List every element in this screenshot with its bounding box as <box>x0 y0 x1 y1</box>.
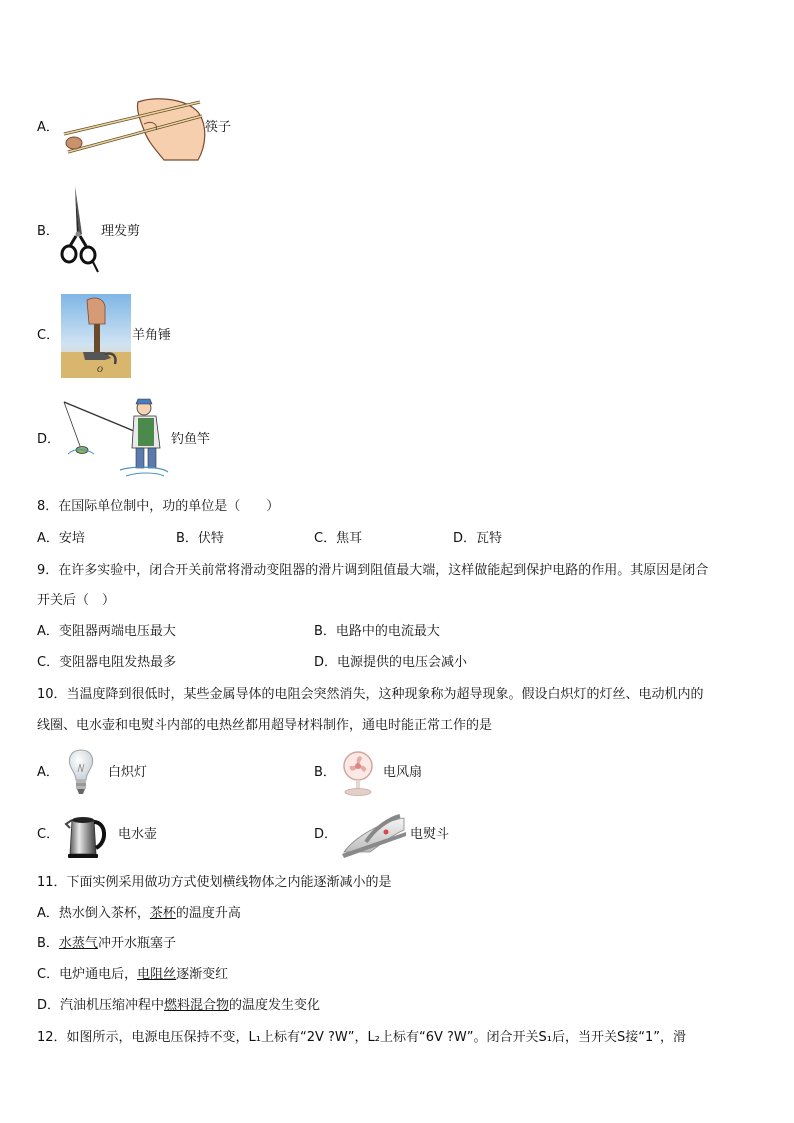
scissors-icon <box>58 184 100 276</box>
underlined-object: 茶杯 <box>149 906 176 921</box>
question-8-stem: 8．在国际单位制中，功的单位是（ ） <box>37 499 280 514</box>
option-label: 电水壶 <box>118 827 158 842</box>
q8-option-d: D．瓦特 <box>453 531 503 546</box>
electric-iron-icon <box>340 812 408 858</box>
question-10-stem-line1: 10．当温度降到很低时，某些金属导体的电阻会突然消失，这种现象称为超导现象。假设白炽灯的灯丝、电动机内的 <box>37 687 704 702</box>
option-letter: B． <box>37 224 59 239</box>
option-label: 理发剪 <box>101 224 141 239</box>
underlined-object: 燃料混合物 <box>164 998 230 1013</box>
underlined-object: 电阻丝 <box>137 967 177 982</box>
option-letter: D． <box>37 432 61 447</box>
claw-hammer-icon <box>61 294 131 378</box>
q11-option-d: D．汽油机压缩冲程中燃料混合物的温度发生变化 <box>37 998 321 1013</box>
option-label: 白炽灯 <box>108 765 148 780</box>
electric-kettle-icon <box>64 812 110 860</box>
question-9-stem-line2: 开关后（ ） <box>37 593 116 608</box>
underlined-object: 水蒸气 <box>58 936 98 951</box>
q8-option-c: C．焦耳 <box>314 531 363 546</box>
question-10-stem-line2: 线圈、电水壶和电熨斗内部的电热丝都用超导材料制作，通电时能正常工作的是 <box>37 718 493 733</box>
light-bulb-icon <box>66 748 96 796</box>
option-label: 羊角锤 <box>132 328 172 343</box>
option-label: 电熨斗 <box>410 827 450 842</box>
option-letter: C． <box>37 328 60 343</box>
option-letter: A． <box>37 120 59 135</box>
option-letter: B． <box>314 765 336 780</box>
question-9-stem-line1: 9．在许多实验中，闭合开关前常将滑动变阻器的滑片调到阻值最大端，这样做能起到保护电路的作用。其原因是闭合 <box>37 563 709 578</box>
q8-option-a: A．安培 <box>37 531 85 546</box>
q8-option-b: B．伏特 <box>176 531 224 546</box>
q9-option-a: A．变阻器两端电压最大 <box>37 624 176 639</box>
q9-option-c: C．变阻器电阻发热最多 <box>37 655 177 670</box>
fishing-rod-icon <box>60 396 170 480</box>
option-letter: A． <box>37 765 59 780</box>
chopsticks-hand-icon <box>60 94 208 166</box>
q9-option-b: B．电路中的电流最大 <box>314 624 440 639</box>
option-label: 筷子 <box>205 120 232 135</box>
option-label: 钓鱼竿 <box>171 432 211 447</box>
electric-fan-icon <box>340 750 376 796</box>
q11-option-c: C．电炉通电后，电阻丝逐渐变红 <box>37 967 229 982</box>
q11-option-b: B．水蒸气冲开水瓶塞子 <box>37 936 176 951</box>
svg-text:O: O <box>97 365 103 374</box>
option-letter: C． <box>37 827 60 842</box>
question-12-stem: 12．如图所示，电源电压保持不变，L₁上标有“2V ?W”，L₂上标有“6V ?W”。闭合开关S₁后，当开关S接“1”，滑 <box>37 1030 686 1045</box>
q11-option-a: A．热水倒入茶杯，茶杯的温度升高 <box>37 906 241 921</box>
question-11-stem: 11．下面实例采用做功方式使划横线物体之内能逐渐减小的是 <box>37 875 392 890</box>
option-label: 电风扇 <box>383 765 423 780</box>
q9-option-d: D．电源提供的电压会减小 <box>314 655 468 670</box>
option-letter: D． <box>314 827 338 842</box>
